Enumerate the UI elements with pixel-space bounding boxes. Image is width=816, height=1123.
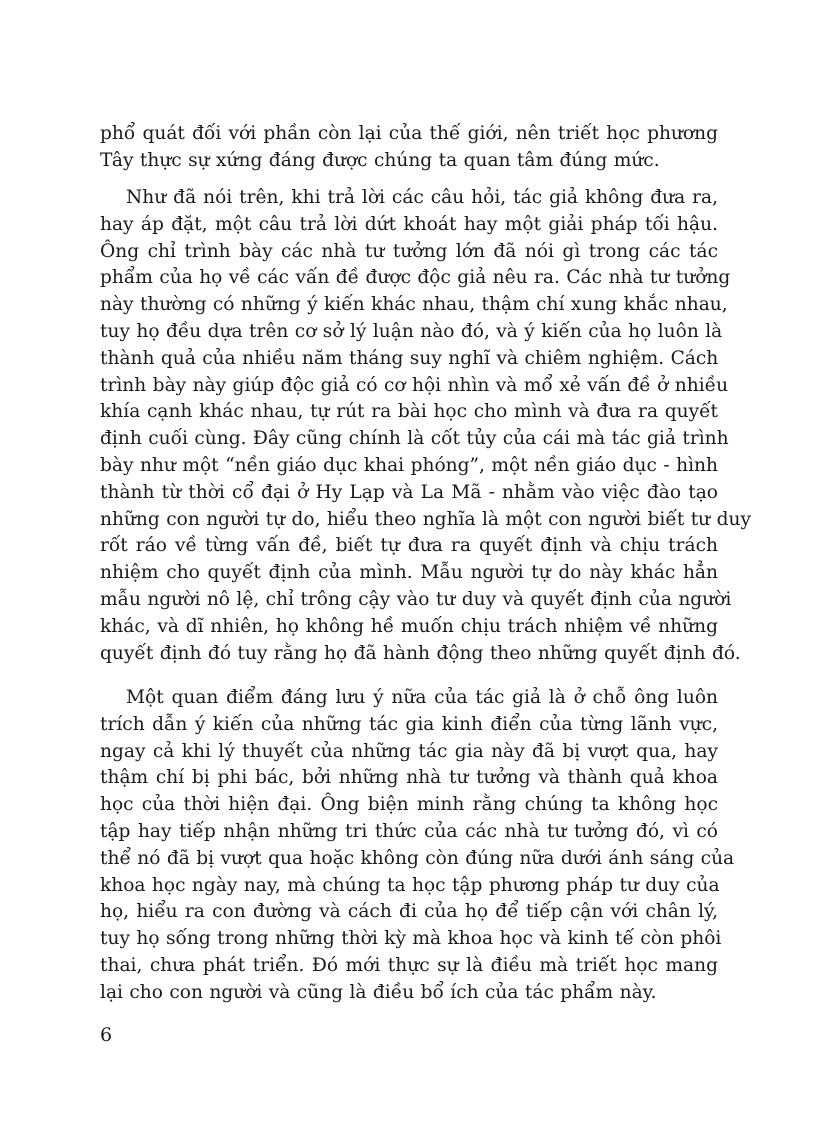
text-line: Ông chỉ trình bày các nhà tư tưởng lớn đã nói gì trong các tác bbox=[100, 240, 718, 262]
text-line: hay áp đặt, một câu trả lời dứt khoát hay một giải pháp tối hậu. bbox=[100, 213, 718, 235]
text-line: này thường có những ý kiến khác nhau, thậm chí xung khắc nhau, bbox=[100, 294, 728, 316]
text-line: Một quan điểm đáng lưu ý nữa của tác giả là ở chỗ ông luôn bbox=[126, 687, 718, 708]
page-number: 6 bbox=[100, 1024, 113, 1046]
text-line: Như đã nói trên, khi trả lời các câu hỏi, tác giả không đưa ra, bbox=[126, 187, 718, 208]
text-line: thể nó đã bị vượt qua hoặc không còn đúng nữa dưới ánh sáng của bbox=[100, 847, 735, 869]
book-page bbox=[100, 0, 751, 1123]
text-line: lại cho con người và cũng là điều bổ ích của tác phẩm này. bbox=[100, 981, 657, 1003]
text-line: trình bày này giúp độc giả có cơ hội nhìn và mổ xẻ vấn đề ở nhiều bbox=[100, 374, 729, 396]
text-line: khác, và dĩ nhiên, họ không hề muốn chịu trách nhiệm về những bbox=[100, 615, 718, 637]
text-line: họ, hiểu ra con đường và cách đi của họ để tiếp cận với chân lý, bbox=[100, 901, 718, 923]
text-line: học của thời hiện đại. Ông biện minh rằng chúng ta không học bbox=[100, 794, 718, 816]
text-line: tập hay tiếp nhận những tri thức của các nhà tư tưởng đó, vì có bbox=[100, 820, 718, 842]
text-line: rốt ráo về từng vấn đề, biết tự đưa ra quyết định và chịu trách bbox=[100, 535, 718, 557]
text-line: thậm chí bị phi bác, bởi những nhà tư tưởng và thành quả khoa bbox=[100, 767, 718, 789]
text-line: bày như một “nền giáo dục khai phóng”, một nền giáo dục - hình bbox=[100, 454, 718, 476]
text-line: trích dẫn ý kiến của những tác gia kinh điển của từng lãnh vực, bbox=[100, 713, 718, 735]
text-line: thành từ thời cổ đại ở Hy Lạp và La Mã - nhằm vào việc đào tạo bbox=[100, 481, 718, 503]
text-line: phẩm của họ về các vấn đề được độc giả nêu ra. Các nhà tư tưởng bbox=[100, 267, 731, 289]
text-line: khía cạnh khác nhau, tự rút ra bài học cho mình và đưa ra quyết bbox=[100, 401, 718, 423]
text-line: định cuối cùng. Đây cũng chính là cốt tủy của cái mà tác giả trình bbox=[100, 428, 729, 450]
text-line: mẫu người nô lệ, chỉ trông cậy vào tư duy và quyết định của người bbox=[100, 588, 732, 610]
paragraph-1 bbox=[100, 121, 718, 175]
text-line: thai, chưa phát triển. Đó mới thực sự là điều mà triết học mang bbox=[100, 954, 718, 976]
text-line: tuy họ đều dựa trên cơ sở lý luận nào đó, và ý kiến của họ luôn là bbox=[100, 320, 723, 342]
text-line: quyết định đó tuy rằng họ đã hành động theo những quyết định đó. bbox=[100, 642, 741, 664]
text-line: ngay cả khi lý thuyết của những tác gia này đã bị vượt qua, hay bbox=[100, 740, 718, 762]
paragraph-3 bbox=[100, 685, 735, 1007]
text-line: thành quả của nhiều năm tháng suy nghĩ và chiêm nghiệm. Cách bbox=[100, 347, 719, 369]
text-line: phổ quát đối với phần còn lại của thế giới, nên triết học phương bbox=[100, 123, 718, 144]
text-line: tuy họ sống trong những thời kỳ mà khoa học và kinh tế còn phôi bbox=[100, 928, 722, 950]
text-line: khoa học ngày nay, mà chúng ta học tập phương pháp tư duy của bbox=[100, 874, 720, 896]
text-line: những con người tự do, hiểu theo nghĩa là một con người biết tư duy bbox=[100, 508, 751, 530]
text-line: Tây thực sự xứng đáng được chúng ta quan tâm đúng mức. bbox=[100, 149, 660, 171]
text-line: nhiệm cho quyết định của mình. Mẫu người tự do này khác hẳn bbox=[100, 562, 718, 584]
paragraph-2 bbox=[100, 185, 751, 667]
